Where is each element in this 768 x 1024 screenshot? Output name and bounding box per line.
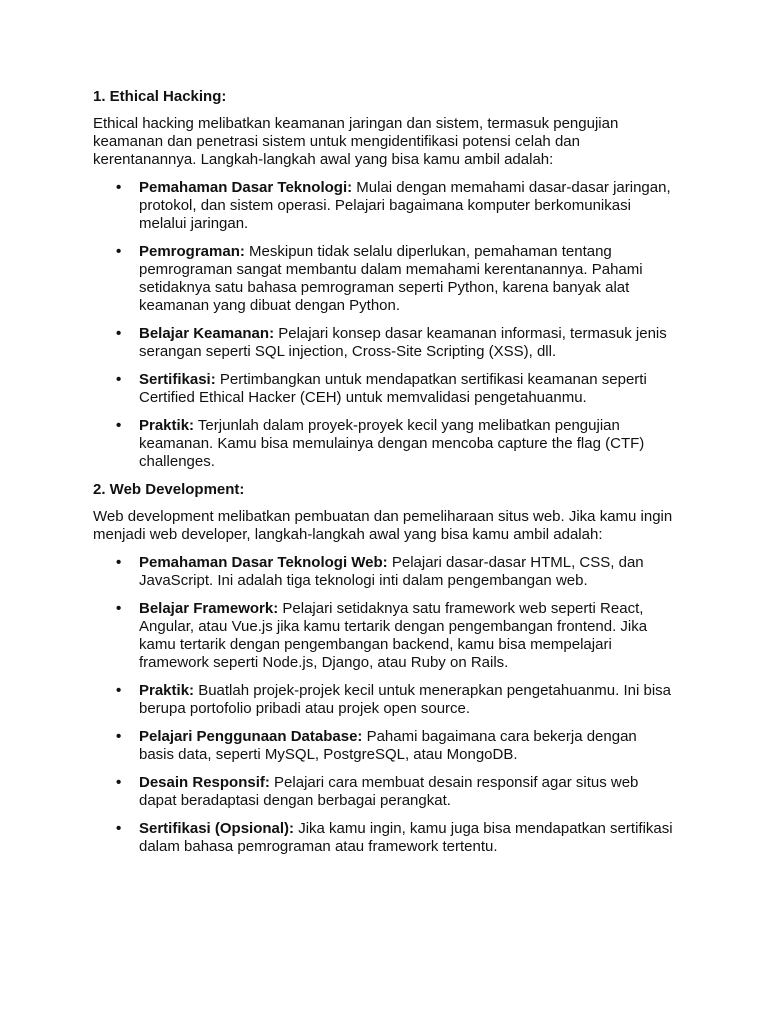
section-intro: Ethical hacking melibatkan keamanan jaringan dan sistem, termasuk pengujian keamanan dan penetrasi sistem untuk mengidentifikasi potensi celah dan kerentanannya. Langkah-langkah awal yang bisa kamu ambil adalah: [93,115,619,168]
bullet-icon: • [116,417,122,434]
bullet-list [93,554,673,856]
list-item [93,371,673,407]
list-item [93,600,673,672]
item-term: Sertifikasi (Opsional): [139,820,295,837]
bullet-icon: • [116,728,122,745]
list-item [93,774,673,810]
item-term: Pemahaman Dasar Teknologi Web: [139,554,388,571]
item-term: Pemahaman Dasar Teknologi: [139,179,353,196]
item-text: Pelajari dasar-dasar HTML, CSS, dan JavaScript. Ini adalah tiga teknologi inti dalam pengembangan web. [139,554,644,589]
item-text: Jika kamu ingin, kamu juga bisa mendapatkan sertifikasi dalam bahasa pemrograman atau framework tertentu. [139,820,673,855]
item-text: Pelajari setidaknya satu framework web seperti React, Angular, atau Vue.js jika kamu tertarik dengan pengembangan frontend. Jika kamu tertarik dengan pengembangan backend, kamu bisa mempelajari framework seperti Node.js, Django, atau Ruby on Rails. [139,600,648,671]
list-item [93,417,673,471]
item-term: Praktik: [139,417,195,434]
list-item [93,728,673,764]
item-text: Pertimbangkan untuk mendapatkan sertifikasi keamanan seperti Certified Ethical Hacker (CEH) untuk memvalidasi pengetahuanmu. [139,371,647,406]
list-item [93,179,673,233]
item-text: Terjunlah dalam proyek-proyek kecil yang melibatkan pengujian keamanan. Kamu bisa memulainya dengan mencoba capture the flag (CTF) challenges. [139,417,645,470]
bullet-icon: • [116,682,122,699]
bullet-icon: • [116,774,122,791]
item-text: Pelajari cara membuat desain responsif agar situs web dapat beradaptasi dengan berbagai perangkat. [139,774,639,809]
bullet-icon: • [116,325,122,342]
section-intro: Web development melibatkan pembuatan dan pemeliharaan situs web. Jika kamu ingin menjadi web developer, langkah-langkah awal yang bisa kamu ambil adalah: [93,508,673,543]
item-term: Pelajari Penggunaan Database: [139,728,363,745]
item-term: Desain Responsif: [139,774,270,791]
list-item [93,325,673,361]
list-item [93,682,673,718]
item-term: Sertifikasi: [139,371,216,388]
item-term: Praktik: [139,682,195,699]
bullet-icon: • [116,243,122,260]
section-heading: 2. Web Development: [93,481,245,498]
list-item [93,554,673,590]
section-web-development [93,481,673,856]
section-heading: 1. Ethical Hacking: [93,88,227,105]
bullet-icon: • [116,600,122,617]
bullet-icon: • [116,820,122,837]
section-ethical-hacking [93,88,673,471]
item-term: Belajar Framework: [139,600,279,617]
item-text: Pahami bagaimana cara bekerja dengan basis data, seperti MySQL, PostgreSQL, atau MongoDB. [139,728,637,763]
item-text: Meskipun tidak selalu diperlukan, pemahaman tentang pemrograman sangat membantu dalam memahami kerentanannya. Pahami setidaknya satu bahasa pemrograman seperti Python, karena banyak alat keamanan yang dibuat dengan Python. [139,243,643,314]
list-item [93,243,673,315]
item-term: Pemrograman: [139,243,245,260]
item-term: Belajar Keamanan: [139,325,275,342]
list-item [93,820,673,856]
item-text: Buatlah projek-projek kecil untuk menerapkan pengetahuanmu. Ini bisa berupa portofolio pribadi atau projek open source. [139,682,671,717]
bullet-icon: • [116,179,122,196]
item-text: Mulai dengan memahami dasar-dasar jaringan, protokol, dan sistem operasi. Pelajari bagaimana komputer berkomunikasi melalui jaringan. [139,179,671,232]
bullet-icon: • [116,371,122,388]
item-text: Pelajari konsep dasar keamanan informasi, termasuk jenis serangan seperti SQL injection, Cross-Site Scripting (XSS), dll. [139,325,667,360]
bullet-list [93,179,673,471]
bullet-icon: • [116,554,122,571]
